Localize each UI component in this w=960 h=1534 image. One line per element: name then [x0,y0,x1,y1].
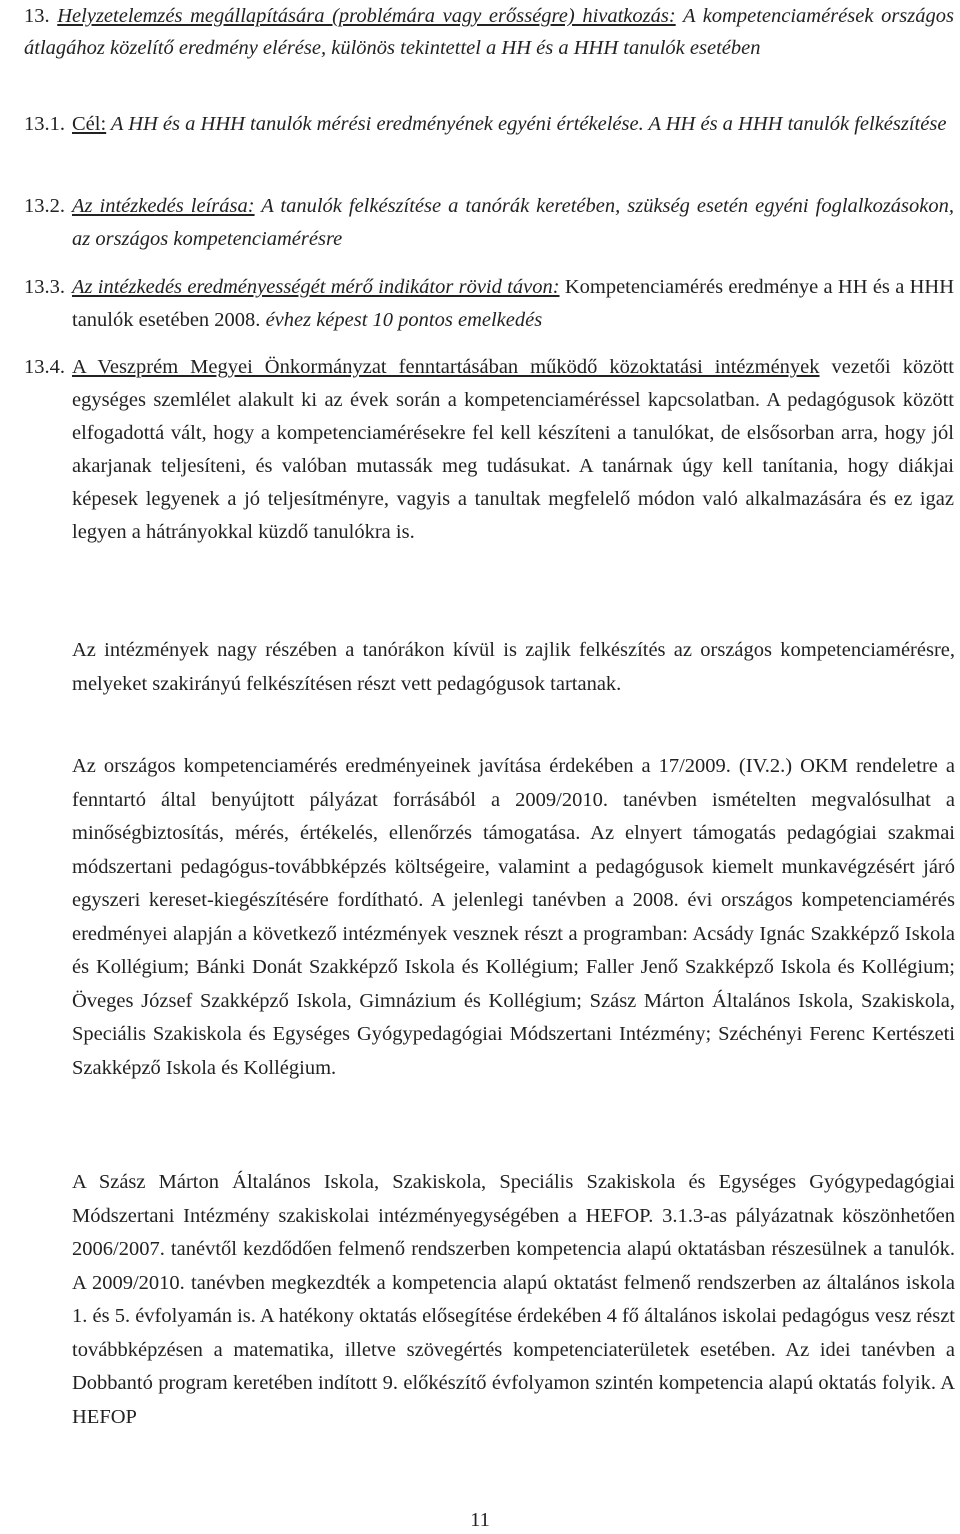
paragraph-3 [72,1166,955,1434]
paragraph-text: A Szász Márton Általános Iskola, Szakiskola, Speciális Szakiskola és Egységes Gyógypedagógiai Módszertani Intézmény szakiskolai intézményegységében a HEFOP. 3.1.3-as pályázatnak köszönhetően 2006/2007. tanévtől kezdődően felmenő rendszerben kompetencia alapú oktatásban részesülnek a tanulók. A 2009/2010. tanévben megkezdték a kompetencia alapú oktatást felmenő rendszerben az általános iskola 1. és 5. évfolyamán is. A hatékony oktatás elősegítése érdekében 4 fő általános iskolai pedagógus vesz részt továbbképzésen a matematika, illetve szövegértés kompetenciaterületek esetében. Az idei tanévben a Dobbantó program keretében indított 9. előkészítő évfolyamon szintén kompetencia alapú oktatás folyik. A HEFOP [72,1171,955,1428]
subsection-text: A tanulók felkészítése a tanórák keretében, szükség esetén egyéni foglalkozásokon, az országos kompetenciamérésre [72,195,955,250]
section-heading [24,0,954,64]
subsection-key: Az intézkedés eredményességét mérő indikátor rövid távon: [72,276,560,298]
section-title-rest: A kompetenciamérések országos átlagához közelítő eredmény elérése, különös tekintettel a HH és a HHH tanulók esetében [24,5,954,59]
subsection-label: 13.1. [24,113,65,135]
subsection-text-italic: évhez képest 10 pontos emelkedés [260,309,543,331]
section-number: 13. [24,5,50,27]
paragraph-text: Az országos kompetenciamérés eredményeinek javítása érdekében a 17/2009. (IV.2.) OKM rendeletre a fenntartó által benyújtott pályázat forrásából a 2009/2010. tanévben ismételten megvalósulhat a minőségbiztosítás, mérés, értékelés, ellenőrzés támogatása. Az elnyert támogatás pedagógiai szakmai módszertani pedagógus-továbbképzés költségeire, valamint a pedagógusok kiemelt munkavégzésért járó egyszeri kereset-kiegészítésére fordítható. A jelenlegi tanévben a 2008. évi országos kompetenciamérés eredményei alapján a következő intézmények vesznek részt a programban: Acsády Ignác Szakképző Iskola és Kollégium; Bánki Donát Szakképző Iskola és Kollégium; Faller Jenő Szakképző Iskola és Kollégium; Öveges József Szakképző Iskola, Gimnázium és Kollégium; Szász Márton Általános Iskola, Szakiskola, Speciális Szakiskola és Egységes Gyógypedagógiai Módszertani Intézmény; Széchényi Ferenc Kertészeti Szakképző Iskola és Kollégium. [72,755,955,1079]
page-number: 11 [470,1509,490,1531]
subsection-body [72,108,954,141]
subsection-label: 13.3. [24,276,65,298]
subsection-body [72,271,954,337]
subsection-text: vezetői között egységes szemlélet alakult ki az évek során a kompetenciaméréssel kapcsolatban. A pedagógusok között elfogadottá vált, hogy a kompetenciamérésekre fel kell készíteni a tanulókat, de elsősorban arra, hogy jól akarjanak teljesíteni, és valóban mutassák meg tudásukat. A tanárnak úgy kell tanítania, hogy diákjai képesek legyenek a jó teljesítményre, vagyis a tanultak megfelelő módon való alkalmazására és ez igaz legyen a hátrányokkal küzdő tanulókra is. [72,356,954,543]
subsection-key: Cél: [72,113,107,135]
subsection-key: Az intézkedés leírása: [72,195,255,217]
subsection-key: A Veszprém Megyei Önkormányzat fenntartásában működő közoktatási intézmények [72,356,820,378]
section-title: Helyzetelemzés megállapítására (problémára vagy erősségre) hivatkozás: [57,5,676,27]
paragraph-2 [72,750,955,1085]
subsection-text: Kompetenciamérés eredménye a HH és a HHH tanulók esetében 2008. [72,276,954,331]
subsection-13-1 [24,108,954,141]
subsection-body [72,351,954,549]
paragraph-1 [72,634,955,701]
paragraph-text: Az intézmények nagy részében a tanórákon kívül is zajlik felkészítés az országos kompetenciamérésre, melyeket szakirányú felkészítésen részt vett pedagógusok tartanak. [72,639,955,695]
subsection-label: 13.4. [24,356,65,378]
subsection-13-4 [24,351,954,549]
subsection-13-3 [24,271,954,337]
subsection-text: A HH és a HHH tanulók mérési eredményének egyéni értékelése. A HH és a HHH tanulók felkészítése [106,113,947,135]
subsection-label: 13.2. [24,195,65,217]
subsection-13-2 [24,190,954,256]
subsection-body [72,190,954,256]
